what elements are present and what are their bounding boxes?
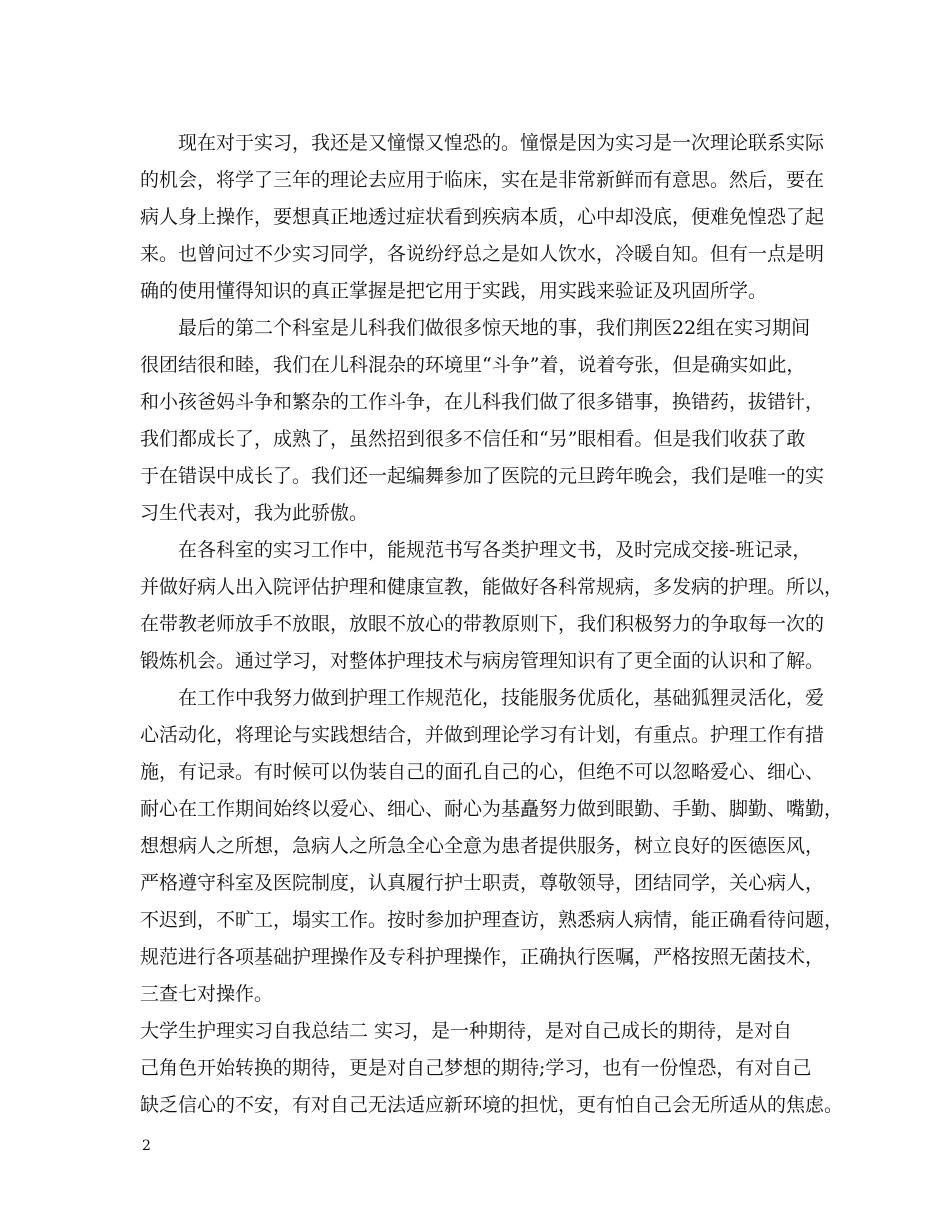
- text-line: 三查七对操作。: [140, 983, 274, 1005]
- text-line: 规范进行各项基础护理操作及专科护理操作，正确执行医嘱，严格按照无菌技术，: [140, 946, 825, 968]
- text-line: 来。也曾问过不少实习同学，各说纷纾总之是如人饮水，冷暖自知。但有一点是明: [140, 243, 825, 265]
- text-line: 锻炼机会。通过学习，对整体护理技术与病房管理知识有了更全面的认识和了解。: [140, 650, 825, 672]
- text-line: 想想病人之所想，急病人之所急全心全意为患者提供服务，树立良好的医德医风，: [140, 835, 825, 857]
- text-line: 习生代表对，我为此骄傲。: [140, 502, 369, 524]
- text-line: 于在错误中成长了。我们还一起编舞参加了医院的元旦跨年晚会，我们是唯一的实: [140, 465, 825, 487]
- text-line: 在各科室的实习工作中，能规范书写各类护理文书，及时完成交接-班记录，: [178, 539, 812, 561]
- text-line: 我们都成长了，成熟了，虽然招到很多不信任和“另”眼相看。但是我们收获了敢: [140, 428, 806, 450]
- text-line: 确的使用懂得知识的真正掌握是把它用于实践，用实践来验证及巩固所学。: [140, 280, 768, 302]
- text-line: 不迟到，不旷工，塌实工作。按时参加护理查访，熟悉病人病情，能正确看待问题，: [140, 909, 844, 931]
- text-line: 心活动化，将理论与实践想结合，并做到理论学习有计划，有重点。护理工作有措: [140, 724, 825, 746]
- text-line: 施，有记录。有时候可以伪装自己的面孔自己的心，但绝不可以忽略爱心、细心、: [140, 761, 825, 783]
- text-line: 己角色开始转换的期待，更是对自己梦想的期待;学习，也有一份惶恐，有对自己: [140, 1057, 812, 1079]
- text-line: 大学生护理实习自我总结二 实习，是一种期待，是对自己成长的期待，是对自: [140, 1020, 793, 1042]
- text-line: 缺乏信心的不安，有对自己无法适应新环境的担忧，更有怕自己会无所适从的焦虑。: [140, 1094, 844, 1116]
- text-line: 病人身上操作，要想真正地透过症状看到疾病本质，心中却没底，便难免惶恐了起: [140, 206, 825, 228]
- text-line: 在工作中我努力做到护理工作规范化，技能服务优质化，基础狐狸灵活化，爱: [178, 687, 825, 709]
- text-line: 现在对于实习，我还是又憧憬又惶恐的。憧憬是因为实习是一次理论联系实际: [178, 132, 825, 154]
- text-line: 和小孩爸妈斗争和繁杂的工作斗争，在儿科我们做了很多错事，换错药，拔错针，: [140, 391, 825, 413]
- text-line: 并做好病人出入院评估护理和健康宣教，能做好各科常规病，多发病的护理。所以，: [140, 576, 844, 598]
- page-number: 2: [142, 1138, 151, 1154]
- text-line: 严格遵守科室及医院制度，认真履行护士职责，尊敬领导，团结同学，关心病人，: [140, 872, 825, 894]
- text-line: 耐心在工作期间始终以爱心、细心、耐心为基矗努力做到眼勤、手勤、脚勤、嘴勤，: [140, 798, 844, 820]
- text-line: 最后的第二个科室是儿科我们做很多惊天地的事，我们荆医22组在实习期间: [178, 317, 811, 339]
- text-line: 的机会，将学了三年的理论去应用于临床，实在是非常新鲜而有意思。然后，要在: [140, 169, 825, 191]
- text-line: 很团结很和睦，我们在儿科混杂的环境里“斗争”着，说着夸张，但是确实如此，: [140, 354, 806, 376]
- text-line: 在带教老师放手不放眼，放眼不放心的带教原则下，我们积极努力的争取每一次的: [140, 613, 825, 635]
